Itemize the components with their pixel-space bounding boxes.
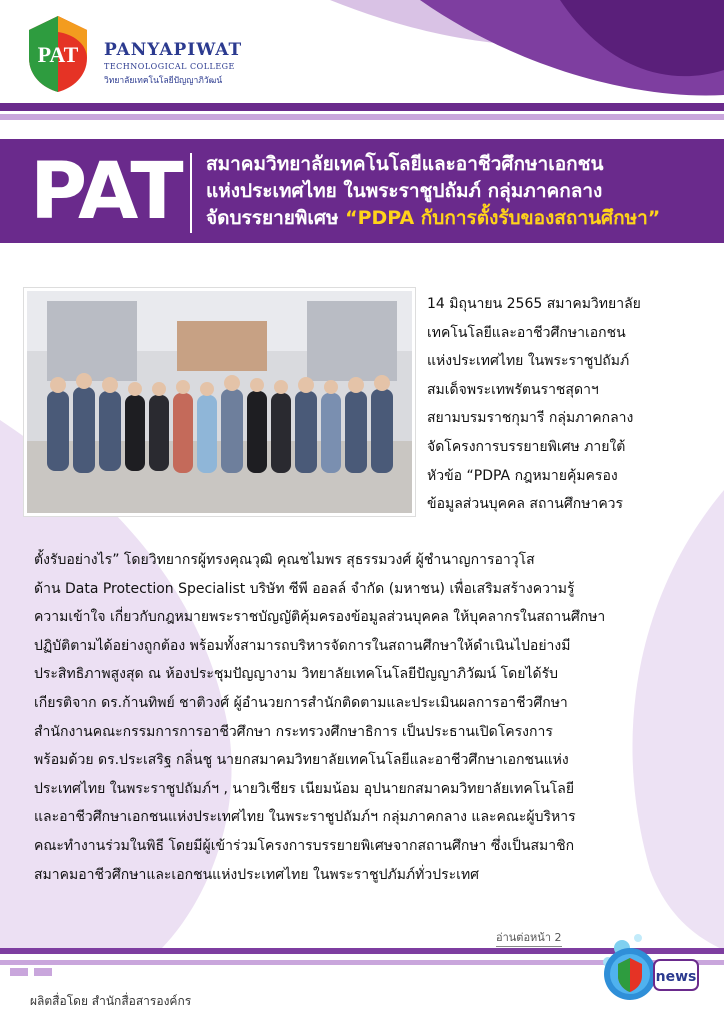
pat-logo [25, 14, 91, 94]
article-line: หัวข้อ “PDPA กฎหมายคุ้มครอง [427, 467, 618, 484]
banner-title-line-3 [206, 205, 716, 232]
banner-title-highlight: “PDPA กับการตั้งรับของสถานศึกษา” [345, 207, 661, 229]
banner-title-prefix: จัดบรรยายพิเศษ [206, 207, 346, 229]
article-line: สมเด็จพระเทพรัตนราชสุดาฯ [427, 381, 599, 398]
banner-title-line-2: แห่งประเทศไทย ในพระราชูปถัมภ์ กลุ่มภาคกลาง [206, 180, 603, 202]
article-line: พร้อมด้วย ดร.ประเสริฐ กลิ่นชู นายกสมาคมวิทยาลัยเทคโนโลยีและอาชีวศึกษาเอกชนแห่ง [34, 752, 569, 769]
article-line: สยามบรมราชกุมารี กลุ่มภาคกลาง [427, 410, 634, 427]
article-line: ด้าน Data Protection Specialist บริษัท ซีพี ออลล์ จำกัด (มหาชน) เพื่อเสริมสร้างความรู้ [34, 580, 575, 597]
article-line: 14 มิถุนายน 2565 สมาคมวิทยาลัย [427, 296, 641, 312]
article-line: ตั้งรับอย่างไร” โดยวิทยากรผู้ทรงคุณวุฒิ คุณชไมพร สุธรรมวงศ์ ผู้ชำนาญการอาวุโส [34, 552, 535, 568]
brand-subtitle: TECHNOLOGICAL COLLEGE [104, 62, 235, 71]
banner-pat-logo: PAT [30, 147, 182, 237]
continue-reading-link[interactable]: อ่านต่อหน้า 2 [496, 928, 562, 947]
article-intro [427, 290, 713, 519]
article-line: สำนักงานคณะกรรมการการอาชีวศึกษา กระทรวงศึกษาธิการ เป็นประธานเปิดโครงการ [34, 723, 553, 740]
article-line: และอาชีวศึกษาเอกชนแห่งประเทศไทย ในพระราชูปถัมภ์ฯ กลุ่มภาคกลาง และคณะผู้บริหาร [34, 809, 576, 826]
news-label: news [655, 969, 697, 985]
article-line: แห่งประเทศไทย ในพระราชูปถัมภ์ [427, 353, 630, 370]
pat-logo-text: PAT [37, 42, 79, 67]
footer-credit: ผลิตสื่อโดย สำนักสื่อสารองค์กร [30, 994, 192, 1008]
brand-thai-name: วิทยาลัยเทคโนโลยีปัญญาภิวัฒน์ [104, 76, 223, 86]
article-line: ข้อมูลส่วนบุคคล สถานศึกษาควร [427, 496, 624, 513]
brand-name: PANYAPIWAT [104, 40, 243, 60]
article-line: เทคโนโลยีและอาชีวศึกษาเอกชน [427, 324, 626, 341]
banner-title-line-1: สมาคมวิทยาลัยเทคโนโลยีและอาชีวศึกษาเอกชน [206, 153, 604, 175]
pat-news-logo [594, 930, 704, 1010]
banner-divider [190, 153, 192, 233]
banner-title [206, 151, 716, 232]
article-line: ประเทศไทย ในพระราชูปถัมภ์ฯ , นายวิเชียร เนียมน้อม อุปนายกสมาคมวิทยาลัยเทคโนโลยี [34, 780, 575, 797]
article-line: สมาคมอาชีวศึกษาและเอกชนแห่งประเทศไทย ในพระราชูปภัมภ์ทั่วประเทศ [34, 866, 480, 883]
article-body [34, 546, 704, 889]
article-line: ความเข้าใจ เกี่ยวกับกฎหมายพระราชบัญญัติคุ้มครองข้อมูลส่วนบุคคล ให้บุคลากรในสถานศึกษา [34, 609, 606, 626]
article-line: ปฏิบัติตามได้อย่างถูกต้อง พร้อมทั้งสามารถบริหารจัดการในสถานศึกษาให้ดำเนินไปอย่างมี [34, 637, 571, 654]
article-line: เกียรติจาก ดร.ก้านทิพย์ ชาติวงศ์ ผู้อำนวยการสำนักติดตามและประเมินผลการอาชีวศึกษา [34, 694, 568, 711]
event-group-photo [24, 288, 415, 516]
article-line: คณะทำงานร่วมในพิธี โดยมีผู้เข้าร่วมโครงการบรรยายพิเศษจากสถานศึกษา ซึ่งเป็นสมาชิก [34, 837, 575, 854]
article-line: จัดโครงการบรรยายพิเศษ ภายใต้ [427, 438, 626, 455]
article-line: ประสิทธิภาพสูงสุด ณ ห้องประชุมปัญญางาม วิทยาลัยเทคโนโลยีปัญญาภิวัฒน์ โดยได้รับ [34, 666, 559, 683]
